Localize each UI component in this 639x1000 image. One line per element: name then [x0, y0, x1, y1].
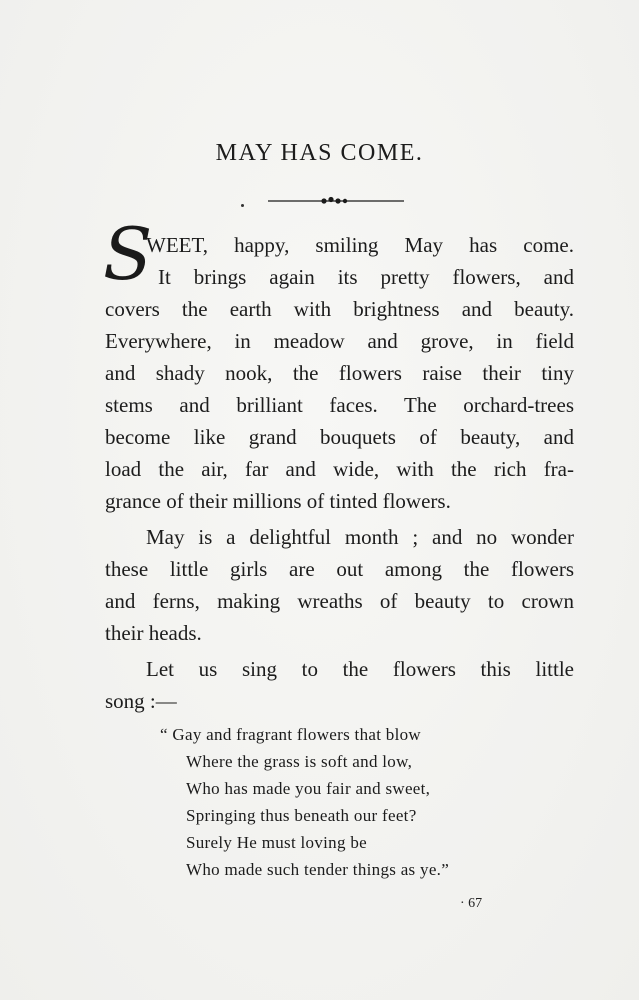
paragraph-line: stems and brilliant faces. The orchard-trees	[105, 393, 574, 417]
paragraph-line: WEET, happy, smiling May has come.	[146, 233, 574, 257]
paragraph-line: these little girls are out among the flowers	[105, 557, 574, 581]
page-number: · 67	[460, 896, 483, 911]
paragraph-line: Everywhere, in meadow and grove, in field	[105, 329, 574, 353]
paragraph-line: May is a delightful month ; and no wonder	[146, 525, 574, 549]
paragraph-line: It brings again its pretty flowers, and	[158, 265, 574, 289]
poem-line: Surely He must loving be	[186, 833, 367, 852]
paragraph-line: song :—	[105, 689, 177, 713]
poem-line: Springing thus beneath our feet?	[186, 806, 417, 825]
paragraph-line: Let us sing to the flowers this little	[146, 657, 574, 681]
ink-speck	[241, 204, 244, 207]
paragraph-line: grance of their millions of tinted flowers.	[105, 489, 451, 513]
paragraph-line: covers the earth with brightness and beauty.	[105, 297, 574, 321]
paragraph-line: their heads.	[105, 621, 202, 645]
paragraph-line: become like grand bouquets of beauty, and	[105, 425, 574, 449]
paragraph-line: and shady nook, the flowers raise their tiny	[105, 361, 574, 385]
poem-line: Who has made you fair and sweet,	[186, 779, 431, 798]
ornament-divider	[268, 194, 404, 208]
paragraph-line: and ferns, making wreaths of beauty to crown	[105, 589, 574, 613]
paragraph-line: load the air, far and wide, with the rich fra-	[105, 457, 574, 481]
poem-line: “ Gay and fragrant flowers that blow	[160, 725, 421, 744]
chapter-title: MAY HAS COME.	[215, 140, 424, 166]
drop-cap-letter: S	[103, 212, 153, 296]
poem-line: Who made such tender things as ye.”	[186, 860, 450, 879]
poem-line: Where the grass is soft and low,	[186, 752, 413, 771]
